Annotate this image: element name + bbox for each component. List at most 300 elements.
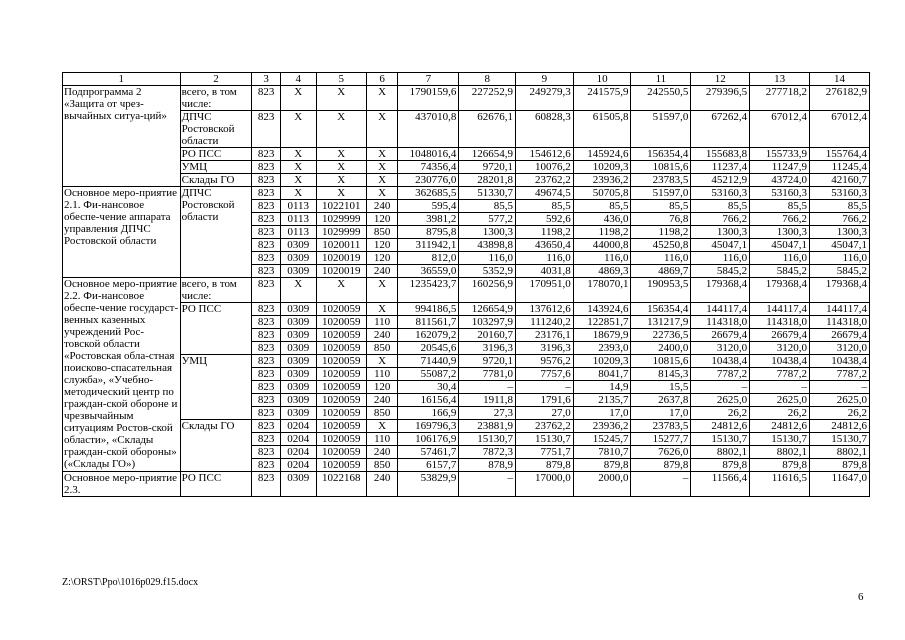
table-cell: 50705,8 [573, 187, 631, 200]
column-number-header: 11 [631, 73, 691, 86]
table-row [63, 420, 870, 433]
column-number-header: 6 [366, 73, 398, 86]
table-cell: 242550,5 [631, 86, 691, 111]
table-cell: 15130,7 [810, 433, 870, 446]
table-cell: 155683,8 [691, 148, 750, 161]
table-cell: 823 [252, 446, 280, 459]
table-cell: 20160,7 [459, 329, 516, 342]
table-cell: Х [280, 161, 316, 174]
table-cell: 240 [366, 265, 398, 278]
table-cell: 111240,2 [516, 316, 574, 329]
table-cell: 60828,3 [516, 111, 574, 148]
table-cell: 823 [252, 303, 280, 316]
table-cell: 10815,6 [631, 161, 691, 174]
table-cell: 8795,8 [398, 226, 459, 239]
table-cell: 4869,3 [573, 265, 631, 278]
table-cell: 85,5 [810, 200, 870, 213]
table-cell: 43650,4 [516, 239, 574, 252]
table-cell: 2400,0 [631, 342, 691, 355]
table-cell: 24812,6 [691, 420, 750, 433]
table-cell: 5845,2 [691, 265, 750, 278]
table-cell: 1020019 [316, 265, 366, 278]
table-cell: 62676,1 [459, 111, 516, 148]
table-cell: 240 [366, 394, 398, 407]
table-cell: 823 [252, 111, 280, 148]
table-cell: Х [366, 355, 398, 368]
table-cell: Х [366, 86, 398, 111]
table-cell: 8041,7 [573, 368, 631, 381]
table-row [63, 278, 870, 303]
table-cell: 23881,9 [459, 420, 516, 433]
table-cell: 24812,6 [750, 420, 810, 433]
table-cell: 0309 [280, 381, 316, 394]
table-cell: 1022101 [316, 200, 366, 213]
table-cell: 0309 [280, 329, 316, 342]
table-cell: 4869,7 [631, 265, 691, 278]
table-cell: 11247,9 [750, 161, 810, 174]
table-cell: 10209,3 [573, 355, 631, 368]
table-cell: 122851,7 [573, 316, 631, 329]
table-cell: 22736,5 [631, 329, 691, 342]
table-cell: 1911,8 [459, 394, 516, 407]
table-cell: 26679,4 [691, 329, 750, 342]
table-cell: 49674,5 [516, 187, 574, 200]
table-cell: 879,8 [573, 459, 631, 472]
table-cell: 0113 [280, 213, 316, 226]
table-cell: 71440,9 [398, 355, 459, 368]
table-cell: 156354,4 [631, 148, 691, 161]
table-cell: 11616,5 [750, 472, 810, 497]
column-number-header: 14 [810, 73, 870, 86]
table-cell: 45047,1 [750, 239, 810, 252]
table-cell: 823 [252, 433, 280, 446]
table-cell: 85,5 [750, 200, 810, 213]
table-cell: 10815,6 [631, 355, 691, 368]
table-cell: 11647,0 [810, 472, 870, 497]
table-cell: 1020059 [316, 394, 366, 407]
column-number-header: 13 [750, 73, 810, 86]
program-name-cell: Подпрограмма 2 «Защита от чрез-вычайных ситуа-ций» [63, 86, 181, 187]
table-cell: 53829,9 [398, 472, 459, 497]
table-cell: Х [316, 161, 366, 174]
table-cell: 994186,5 [398, 303, 459, 316]
table-cell: 823 [252, 200, 280, 213]
executor-cell: РО ПСС [180, 472, 252, 497]
table-cell: 160256,9 [459, 278, 516, 303]
table-cell: 116,0 [691, 252, 750, 265]
column-number-header: 3 [252, 73, 280, 86]
table-cell: Х [280, 174, 316, 187]
table-cell: 1022168 [316, 472, 366, 497]
table-cell: 26679,4 [810, 329, 870, 342]
table-cell: 116,0 [750, 252, 810, 265]
program-name-cell: Основное меро-приятие 2.2. Фи-нансовое обеспе-чение государст-венных казенных учреждений Рос-товской области «Ростовская обла-стная поисково-спасательная служба», «Учебно-методический центр по граждан-ской обороне и чрезвычайным ситуациям Ростов-ской области», «Склады граждан-ской обороны» («Склады ГО») [64, 278, 179, 470]
program-name-cell: Основное меро-приятие 2.1. Фи-нансовое обеспе-чение аппарата управления ДПЧС Ростовской области [63, 187, 181, 278]
table-cell: 0204 [280, 420, 316, 433]
table-cell: 85,5 [516, 200, 574, 213]
table-cell: 1020059 [316, 433, 366, 446]
table-cell: 0113 [280, 226, 316, 239]
table-cell: – [750, 381, 810, 394]
table-cell: 7787,2 [691, 368, 750, 381]
table-cell: 823 [252, 407, 280, 420]
table-cell: 23936,2 [573, 420, 631, 433]
table-cell: 1020011 [316, 239, 366, 252]
table-cell: 11566,4 [691, 472, 750, 497]
table-cell: 2393,0 [573, 342, 631, 355]
executor-cell: РО ПСС [180, 148, 252, 161]
table-cell: 1020059 [316, 368, 366, 381]
table-cell: 1029999 [316, 213, 366, 226]
table-cell: Х [316, 278, 366, 303]
column-number-header: 9 [516, 73, 574, 86]
table-cell: 1020059 [316, 446, 366, 459]
table-cell: 166,9 [398, 407, 459, 420]
table-cell: 241575,9 [573, 86, 631, 111]
table-cell: 879,8 [691, 459, 750, 472]
table-cell: Х [316, 86, 366, 111]
table-cell: 1198,2 [516, 226, 574, 239]
table-cell: 0309 [280, 407, 316, 420]
executor-cell: Склады ГО [180, 174, 252, 187]
table-cell: 595,4 [398, 200, 459, 213]
table-cell: 823 [252, 86, 280, 111]
column-number-header: 1 [63, 73, 181, 86]
table-cell: 230776,0 [398, 174, 459, 187]
column-number-header: 5 [316, 73, 366, 86]
table-cell: 0204 [280, 459, 316, 472]
table-row [63, 187, 870, 200]
table-cell: 0309 [280, 303, 316, 316]
table-cell: Х [316, 187, 366, 200]
table-cell: Х [280, 148, 316, 161]
table-cell: 45212,9 [691, 174, 750, 187]
table-cell: 3120,0 [691, 342, 750, 355]
table-cell: 0309 [280, 368, 316, 381]
table-cell: 7872,3 [459, 446, 516, 459]
table-cell: 16156,4 [398, 394, 459, 407]
table-cell: 45047,1 [810, 239, 870, 252]
table-cell: 170951,0 [516, 278, 574, 303]
table-cell: 154612,6 [516, 148, 574, 161]
table-cell: 766,2 [691, 213, 750, 226]
table-cell: 2625,0 [691, 394, 750, 407]
table-cell: 277718,2 [750, 86, 810, 111]
table-row [63, 161, 870, 174]
table-cell: 15130,7 [516, 433, 574, 446]
table-cell: 114318,0 [810, 316, 870, 329]
table-cell: 53160,3 [750, 187, 810, 200]
table-cell: Х [366, 174, 398, 187]
table-cell: 61505,8 [573, 111, 631, 148]
table-cell: 23783,5 [631, 174, 691, 187]
table-cell: 1300,3 [750, 226, 810, 239]
header-row [63, 73, 870, 86]
table-cell: 823 [252, 355, 280, 368]
table-cell: 26,2 [750, 407, 810, 420]
table-row [63, 148, 870, 161]
table-cell: 1300,3 [810, 226, 870, 239]
table-cell: 67012,4 [750, 111, 810, 148]
table-cell: 823 [252, 252, 280, 265]
table-cell: 823 [252, 329, 280, 342]
table-cell: 7787,2 [750, 368, 810, 381]
executor-cell: УМЦ [180, 355, 252, 420]
table-cell: 106176,9 [398, 433, 459, 446]
table-cell: 240 [366, 200, 398, 213]
table-cell: 823 [252, 265, 280, 278]
table-cell: 850 [366, 407, 398, 420]
table-cell: 9576,2 [516, 355, 574, 368]
table-cell: 823 [252, 394, 280, 407]
table-cell: 823 [252, 187, 280, 200]
table-cell: 53160,3 [691, 187, 750, 200]
table-cell: 15130,7 [750, 433, 810, 446]
table-cell: 0309 [280, 355, 316, 368]
table-cell: 878,9 [459, 459, 516, 472]
table-cell: 9720,1 [459, 355, 516, 368]
table-cell: 179368,4 [750, 278, 810, 303]
table-cell: 23762,2 [516, 420, 574, 433]
table-cell: 18679,9 [573, 329, 631, 342]
table-cell: 7810,7 [573, 446, 631, 459]
table-cell: 823 [252, 239, 280, 252]
table-cell: 120 [366, 213, 398, 226]
table-cell: 51330,7 [459, 187, 516, 200]
table-cell: 823 [252, 174, 280, 187]
executor-cell: Склады ГО [180, 420, 252, 472]
table-cell: Х [366, 111, 398, 148]
table-cell: 5352,9 [459, 265, 516, 278]
table-cell: 1020059 [316, 420, 366, 433]
table-cell: 85,5 [573, 200, 631, 213]
table-cell: 74356,4 [398, 161, 459, 174]
table-cell: 55087,2 [398, 368, 459, 381]
table-cell: 1048016,4 [398, 148, 459, 161]
table-cell: 1020059 [316, 303, 366, 316]
table-cell: 7626,0 [631, 446, 691, 459]
table-cell: 8802,1 [810, 446, 870, 459]
table-cell: Х [280, 111, 316, 148]
table-cell: 10438,4 [810, 355, 870, 368]
table-cell: 116,0 [516, 252, 574, 265]
table-cell: 116,0 [459, 252, 516, 265]
table-cell: 7787,2 [810, 368, 870, 381]
table-cell: 3196,3 [459, 342, 516, 355]
table-cell: 120 [366, 252, 398, 265]
table-cell: 8145,3 [631, 368, 691, 381]
table-cell: 879,8 [750, 459, 810, 472]
table-cell: 0309 [280, 265, 316, 278]
table-cell: 116,0 [631, 252, 691, 265]
table-cell: 1020059 [316, 407, 366, 420]
table-cell: 879,8 [810, 459, 870, 472]
table-cell: – [459, 381, 516, 394]
table-cell: 144117,4 [691, 303, 750, 316]
table-cell: Х [366, 187, 398, 200]
table-cell: 156354,4 [631, 303, 691, 316]
table-cell: 45250,8 [631, 239, 691, 252]
executor-cell: всего, в том числе: [180, 278, 252, 303]
table-cell: 145924,6 [573, 148, 631, 161]
executor-cell: ДПЧС Ростовской области [180, 187, 252, 278]
table-cell: 1020059 [316, 316, 366, 329]
table-cell: 17,0 [631, 407, 691, 420]
table-cell: 437010,8 [398, 111, 459, 148]
table-cell: 28201,8 [459, 174, 516, 187]
table-cell: 879,8 [631, 459, 691, 472]
table-cell: 823 [252, 226, 280, 239]
table-row [63, 86, 870, 111]
table-cell: 23176,1 [516, 329, 574, 342]
table-cell: Х [366, 148, 398, 161]
table-cell: 15277,7 [631, 433, 691, 446]
table-cell: 114318,0 [691, 316, 750, 329]
table-cell: 10438,4 [691, 355, 750, 368]
table-cell: 178070,1 [573, 278, 631, 303]
table-cell: 162079,2 [398, 329, 459, 342]
table-cell: 766,2 [750, 213, 810, 226]
table-cell: 240 [366, 446, 398, 459]
table-cell: 0309 [280, 252, 316, 265]
table-cell: 51597,0 [631, 111, 691, 148]
table-cell: 812,0 [398, 252, 459, 265]
table-cell: 850 [366, 226, 398, 239]
table-cell: 823 [252, 148, 280, 161]
table-cell: 823 [252, 368, 280, 381]
table-cell: 3120,0 [750, 342, 810, 355]
table-cell: 116,0 [573, 252, 631, 265]
table-cell: 120 [366, 381, 398, 394]
table-cell: 823 [252, 381, 280, 394]
table-cell: 143924,6 [573, 303, 631, 316]
table-cell: Х [366, 420, 398, 433]
table-cell: 0309 [280, 239, 316, 252]
table-cell: 137612,6 [516, 303, 574, 316]
table-cell: 67262,4 [691, 111, 750, 148]
program-name-cell: Основное меро-приятие 2.3. [63, 472, 181, 497]
table-cell: 823 [252, 420, 280, 433]
table-cell: 144117,4 [810, 303, 870, 316]
table-cell: 11245,4 [810, 161, 870, 174]
table-cell: 1235423,7 [398, 278, 459, 303]
table-cell: 23762,2 [516, 174, 574, 187]
table-cell: 10076,2 [516, 161, 574, 174]
table-cell: 114318,0 [750, 316, 810, 329]
column-number-header: 4 [280, 73, 316, 86]
table-cell: 144117,4 [750, 303, 810, 316]
table-cell: 823 [252, 472, 280, 497]
table-cell: 179368,4 [691, 278, 750, 303]
table-cell: 126654,9 [459, 148, 516, 161]
table-cell: Х [366, 278, 398, 303]
table-cell: 27,3 [459, 407, 516, 420]
table-cell: 67012,4 [810, 111, 870, 148]
table-cell: 0204 [280, 433, 316, 446]
table-cell: 42160,7 [810, 174, 870, 187]
table-cell: 5845,2 [810, 265, 870, 278]
table-cell: 7757,6 [516, 368, 574, 381]
table-cell: 110 [366, 368, 398, 381]
table-cell: 3196,3 [516, 342, 574, 355]
executor-cell: УМЦ [180, 161, 252, 174]
table-cell: 110 [366, 433, 398, 446]
table-cell: 0113 [280, 200, 316, 213]
table-cell: 23936,2 [573, 174, 631, 187]
table-cell: 362685,5 [398, 187, 459, 200]
table-cell: 592,6 [516, 213, 574, 226]
table-cell: 577,2 [459, 213, 516, 226]
executor-cell: ДПЧС Ростовской области [180, 111, 252, 148]
table-cell: 43724,0 [750, 174, 810, 187]
table-cell: 0204 [280, 446, 316, 459]
table-cell: 15245,7 [573, 433, 631, 446]
column-number-header: 7 [398, 73, 459, 86]
table-cell: 26,2 [810, 407, 870, 420]
table-cell: 240 [366, 472, 398, 497]
table-cell: 179368,4 [810, 278, 870, 303]
table-cell: 1020059 [316, 329, 366, 342]
table-cell: 850 [366, 342, 398, 355]
executor-cell: РО ПСС [180, 303, 252, 355]
table-cell: 51597,0 [631, 187, 691, 200]
table-cell: 8802,1 [750, 446, 810, 459]
table-cell: 103297,9 [459, 316, 516, 329]
table-cell: Х [316, 148, 366, 161]
table-cell: 27,0 [516, 407, 574, 420]
table-cell: 249279,3 [516, 86, 574, 111]
table-cell: – [459, 472, 516, 497]
table-cell: 155764,4 [810, 148, 870, 161]
table-cell: 26,2 [691, 407, 750, 420]
table-cell: 240 [366, 329, 398, 342]
page-number: 6 [858, 591, 864, 603]
table-cell: 45047,1 [691, 239, 750, 252]
table-cell: 1198,2 [573, 226, 631, 239]
table-cell: 1198,2 [631, 226, 691, 239]
table-cell: – [516, 381, 574, 394]
table-cell: 17,0 [573, 407, 631, 420]
table-cell: 10209,3 [573, 161, 631, 174]
executor-cell: всего, в том числе: [180, 86, 252, 111]
table-row [63, 303, 870, 316]
table-row [63, 111, 870, 148]
table-cell: 15,5 [631, 381, 691, 394]
table-cell: 1790159,6 [398, 86, 459, 111]
table-cell: 2625,0 [750, 394, 810, 407]
table-cell: 1300,3 [691, 226, 750, 239]
table-cell: 823 [252, 342, 280, 355]
table-cell: 3120,0 [810, 342, 870, 355]
table-cell: 30,4 [398, 381, 459, 394]
table-row [63, 355, 870, 368]
table-cell: – [810, 381, 870, 394]
column-number-header: 10 [573, 73, 631, 86]
table-cell: 2637,8 [631, 394, 691, 407]
table-cell: Х [280, 86, 316, 111]
table-cell: Х [366, 161, 398, 174]
table-cell: 2000,0 [573, 472, 631, 497]
table-cell: Х [280, 278, 316, 303]
table-cell: 0309 [280, 316, 316, 329]
table-cell: 7751,7 [516, 446, 574, 459]
table-cell: 190953,5 [631, 278, 691, 303]
table-cell: 76,8 [631, 213, 691, 226]
table-cell: Х [366, 303, 398, 316]
table-cell: 1020059 [316, 459, 366, 472]
table-cell: 7781,0 [459, 368, 516, 381]
table-cell: 126654,9 [459, 303, 516, 316]
